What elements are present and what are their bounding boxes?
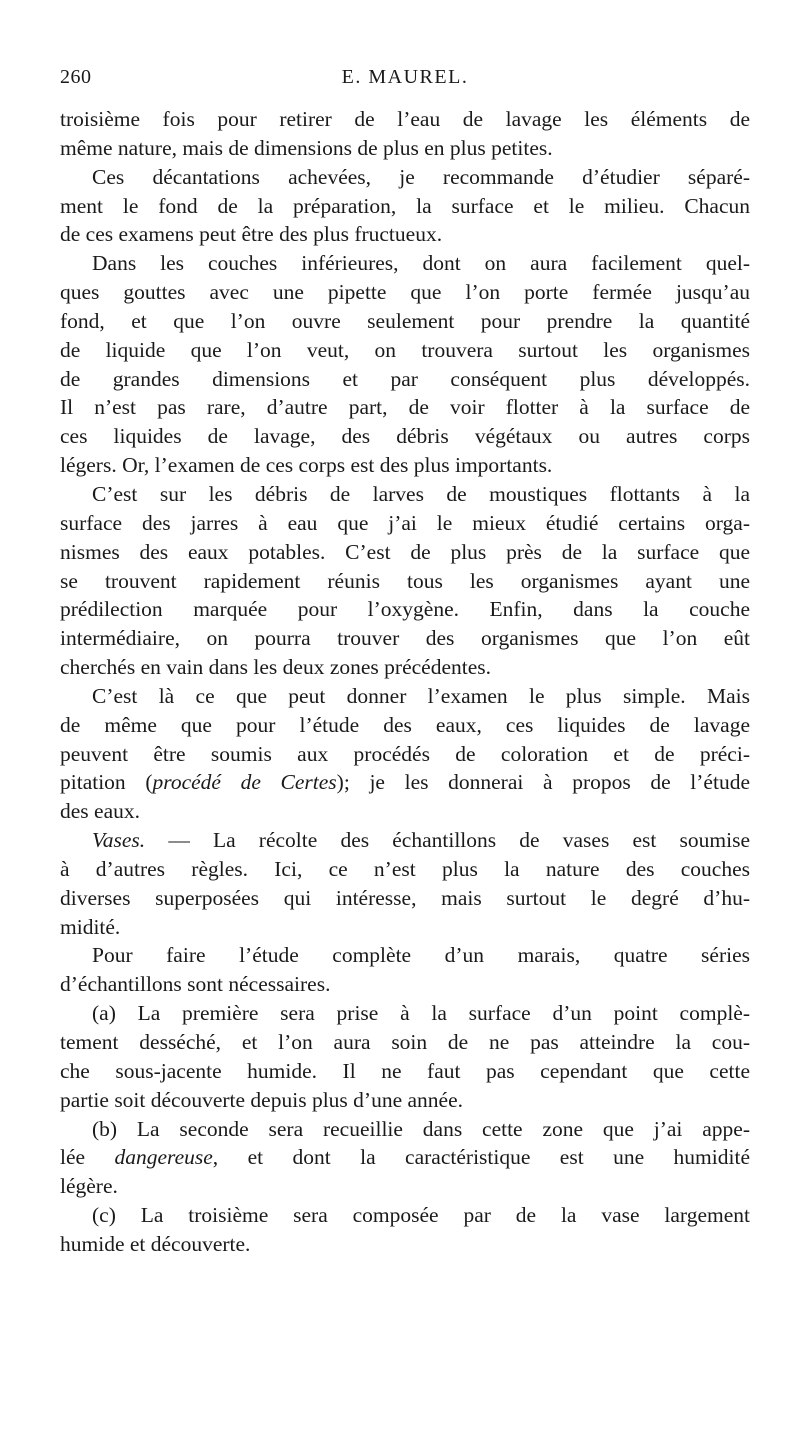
text-line	[60, 336, 750, 365]
text-line	[60, 278, 750, 307]
text-line	[60, 682, 750, 711]
text-line	[60, 1172, 750, 1201]
text-segment: lée	[60, 1145, 115, 1170]
text-line	[60, 538, 750, 567]
running-head: E. MAUREL.	[341, 66, 469, 88]
text-segment: même nature, mais de dimensions de plus en plus petites.	[60, 135, 553, 160]
text-line	[60, 509, 750, 538]
text-segment: (c) La troisième sera composée par de la vase largement	[92, 1203, 750, 1228]
page-number: 260	[60, 66, 92, 88]
text-line	[60, 941, 750, 970]
text-segment: ques gouttes avec une pipette que l’on porte fermée jusqu’au	[60, 280, 750, 305]
text-line	[60, 1086, 750, 1115]
text-segment: troisième fois pour retirer de l’eau de lavage les éléments de	[60, 107, 750, 131]
text-segment: se trouvent rapidement réunis tous les organismes ayant une	[60, 568, 750, 593]
text-segment: partie soit découverte depuis plus d’une année.	[60, 1087, 463, 1112]
text-line	[60, 1143, 750, 1172]
text-segment: midité.	[60, 914, 121, 939]
body-text	[60, 105, 750, 1259]
text-line	[60, 913, 750, 942]
text-segment: fond, et que l’on ouvre seulement pour prendre la quantité	[60, 308, 750, 333]
text-segment: légère.	[60, 1174, 118, 1199]
text-segment: peuvent être soumis aux procédés de coloration et de préci-	[60, 741, 750, 766]
text-line	[60, 567, 750, 596]
text-line	[60, 134, 750, 163]
text-segment: C’est là ce que peut donner l’examen le plus simple. Mais	[92, 683, 750, 708]
text-segment: Ces décantations achevées, je recommande d’étudier séparé-	[92, 164, 750, 189]
text-segment: ment le fond de la préparation, la surface et le milieu. Chacun	[60, 193, 750, 218]
text-segment: cherchés en vain dans les deux zones précédentes.	[60, 655, 492, 680]
text-segment: ces liquides de lavage, des débris végétaux ou autres corps	[60, 424, 750, 449]
text-line	[60, 884, 750, 913]
page-header	[60, 66, 750, 96]
text-segment: C’est sur les débris de larves de moustiques flottants à la	[92, 481, 750, 506]
italic-text: dangereuse	[114, 1145, 213, 1170]
text-segment: d’échantillons sont nécessaires.	[60, 972, 331, 997]
text-line	[60, 595, 750, 624]
text-line	[60, 249, 750, 278]
text-segment: (b) La seconde sera recueillie dans cette zone que j’ai appe-	[92, 1116, 750, 1141]
text-line	[60, 970, 750, 999]
text-segment: Il n’est pas rare, d’autre part, de voir flotter à la surface de	[60, 395, 750, 420]
text-segment: Pour faire l’étude complète d’un marais, quatre séries	[92, 943, 750, 968]
text-line	[60, 422, 750, 451]
italic-text: Vases.	[92, 828, 146, 853]
text-line	[60, 855, 750, 884]
text-segment: surface des jarres à eau que j’ai le mieux étudié certains orga-	[60, 510, 750, 535]
text-line	[60, 826, 750, 855]
text-line	[60, 653, 750, 682]
text-line	[60, 393, 750, 422]
text-line	[60, 1057, 750, 1086]
text-segment: , et dont la caractéristique est une humidité	[212, 1145, 750, 1170]
text-segment: diverses superposées qui intéresse, mais surtout le degré d’hu-	[60, 885, 750, 910]
text-line	[60, 480, 750, 509]
text-segment: Dans les couches inférieures, dont on aura facilement quel-	[92, 251, 750, 276]
text-segment: nismes des eaux potables. C’est de plus près de la surface que	[60, 539, 750, 564]
text-segment: tement desséché, et l’on aura soin de ne pas atteindre la cou-	[60, 1030, 750, 1054]
text-segment: prédilection marquée pour l’oxygène. Enfin, dans la couche	[60, 597, 750, 622]
text-line	[60, 365, 750, 394]
text-segment: de même que pour l’étude des eaux, ces liquides de lavage	[60, 712, 750, 737]
text-line	[60, 451, 750, 480]
text-line	[60, 1230, 750, 1259]
text-line	[60, 192, 750, 221]
text-segment: che sous-jacente humide. Il ne faut pas cependant que cette	[60, 1058, 750, 1083]
text-line	[60, 624, 750, 653]
text-line	[60, 307, 750, 336]
text-line	[60, 1201, 750, 1230]
text-line	[60, 999, 750, 1028]
italic-text: procédé de Certes	[152, 770, 337, 795]
text-segment: pitation (	[60, 770, 153, 795]
text-line	[60, 711, 750, 740]
text-segment: (a) La première sera prise à la surface d’un point complè-	[92, 1001, 750, 1026]
text-line	[60, 105, 750, 134]
text-segment: des eaux.	[60, 799, 140, 824]
text-segment: humide et découverte.	[60, 1231, 251, 1256]
text-line	[60, 163, 750, 192]
text-line	[60, 1028, 750, 1057]
text-line	[60, 740, 750, 769]
text-line	[60, 1115, 750, 1144]
text-segment: — La récolte des échantillons de vases est soumise	[145, 828, 750, 853]
text-line	[60, 797, 750, 826]
text-segment: de ces examens peut être des plus fructueux.	[60, 222, 443, 247]
text-segment: de grandes dimensions et par conséquent plus développés.	[60, 366, 750, 391]
text-segment: ); je les donnerai à propos de l’étude	[336, 770, 750, 795]
text-segment: légers. Or, l’examen de ces corps est des plus importants.	[60, 453, 553, 478]
text-segment: de liquide que l’on veut, on trouvera surtout les organismes	[60, 337, 750, 362]
text-segment: à d’autres règles. Ici, ce n’est plus la nature des couches	[60, 856, 750, 881]
text-segment: intermédiaire, on pourra trouver des organismes que l’on eût	[60, 626, 750, 651]
text-line	[60, 768, 750, 797]
text-line	[60, 220, 750, 249]
